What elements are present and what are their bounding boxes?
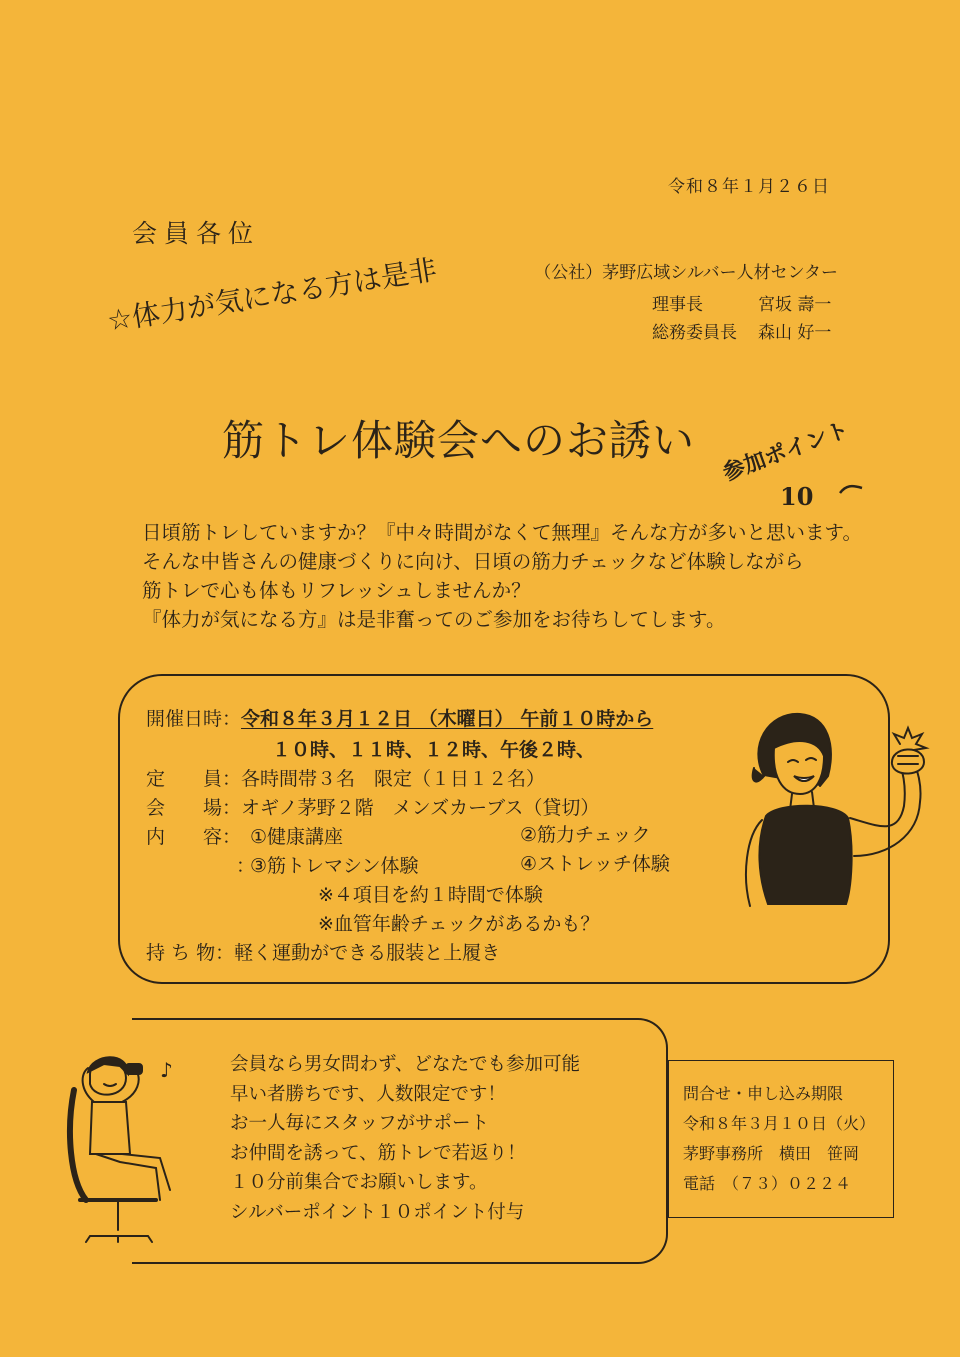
session-times: １０時、１１時、１２時、午後２時、 [272,739,596,761]
music-note-icon: ♪ [160,1058,173,1082]
woman-flexing-illustration [728,706,938,926]
document-date: 令和８年１月２６日 [668,177,830,197]
info-item: お一人毎にスタッフがサポート [230,1113,490,1134]
contact-box [668,1060,894,1218]
page-title: 筋トレ体験会へのお誘い [222,416,696,465]
content-item-4: ④ストレッチ体験 [520,853,670,875]
date-label: 開催日時： [146,708,242,730]
content-separator: ： [236,855,256,877]
contact-heading: 問合せ・申し込み期限 [683,1084,844,1103]
contact-deadline: 令和８年３月１０日（火） [683,1114,876,1133]
venue-value: オギノ茅野２階 メンズカーブス（貸切） [241,797,600,819]
bring-value: 軽く運動ができる服装と上履き [234,942,501,964]
info-item: １０分前集合でお願いします。 [230,1172,488,1193]
venue-row [146,793,599,820]
capacity-value: 各時間帯３名 限定（１日１２名） [241,768,546,790]
contact-office: 茅野事務所 横田 笹岡 [683,1144,860,1163]
info-item: 早い者勝ちです、人数限定です！ [230,1083,506,1105]
signatory-2-name: 森山 好一 [758,323,832,343]
info-item: シルバーポイント１０ポイント付与 [230,1201,525,1223]
note-1: ※４項目を約１時間で体験 [318,884,543,906]
venue-label: 会 場： [146,797,242,819]
intro-line: 『体力が気になる方』は是非奮ってのご参加をお待ちしてします。 [142,608,726,631]
content-label: 内 容： [146,826,242,848]
man-on-exercise-machine-illustration [60,1050,200,1250]
capacity-label: 定 員： [146,768,242,790]
info-list [230,1050,580,1227]
slogan: ☆体力が気になる方は是非 [104,252,439,338]
date-value: 令和８年３月１２日 （木曜日） 午前１０時から [241,708,654,730]
bring-row [146,938,500,965]
intro-line: そんな中皆さんの健康づくりに向け、日頃の筋力チェックなど体験しながら [142,550,804,573]
signatory-2-title: 総務委員長 [652,323,737,343]
organization-name: （公社）茅野広域シルバー人材センター [534,263,838,283]
info-item: お仲間を誘って、筋トレで若返り！ [230,1142,526,1164]
points-label: 参加ポイント [719,416,853,487]
content-item-1: ①健康講座 [250,826,344,848]
content-item-2: ②筋力チェック [520,824,651,846]
addressee: 会員各位 [132,219,261,248]
squiggle-mark-icon [838,482,864,496]
intro-paragraph [142,518,862,634]
date-row [146,704,653,731]
intro-line: 筋トレで心も体もリフレッシュしませんか？ [142,579,531,602]
note-2: ※血管年齢チェックがあるかも？ [318,913,600,935]
bring-label: 持 ち 物： [146,942,235,964]
info-item: 会員なら男女問わず、どなたでも参加可能 [230,1054,581,1075]
content-item-3: ③筋トレマシン体験 [250,855,419,877]
capacity-row [146,764,545,791]
intro-line: 日頃筋トレしていますか？『中々時間がなくて無理』そんな方が多いと思います。 [142,521,862,544]
signatory-1-name: 宮坂 壽一 [758,295,832,315]
signatory-1-title: 理事長 [652,295,703,315]
points-value: 10 [780,482,814,511]
contact-phone: 電話 （７３）０２２４ [683,1174,852,1193]
